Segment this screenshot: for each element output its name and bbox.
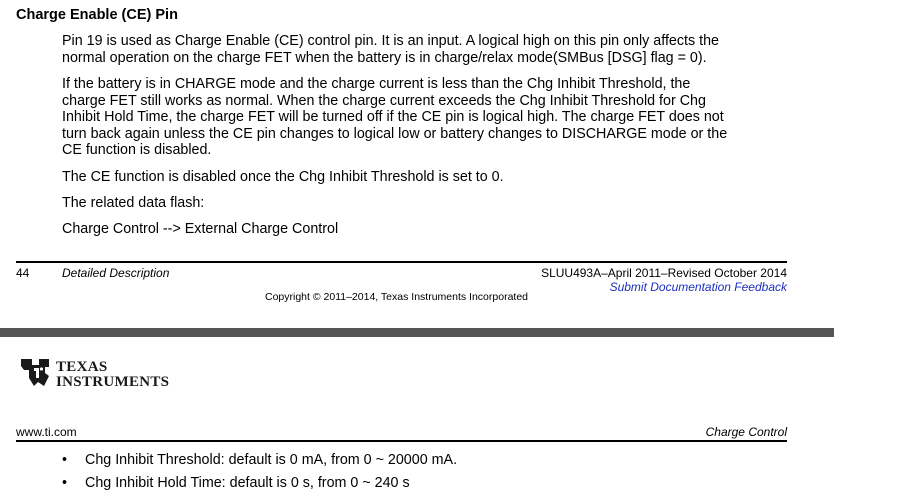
submit-feedback-link[interactable]: Submit Documentation Feedback — [609, 280, 787, 294]
paragraph-line: Inhibit Hold Time, the charge FET will be turned off if the CE pin is logical high. The charge FET does not — [62, 109, 724, 126]
bullet-marker: • — [62, 475, 68, 491]
logo-line-texas: TEXAS — [56, 359, 108, 375]
footer-rule — [16, 261, 787, 263]
bullet-marker: • — [62, 452, 68, 468]
running-title: Charge Control — [705, 425, 787, 439]
paragraph-line: Pin 19 is used as Charge Enable (CE) control pin. It is an input. A logical high on this pin only affects the — [62, 33, 719, 49]
document-id: SLUU493A–April 2011–Revised October 2014 — [541, 266, 787, 280]
paragraph-ce-disabled: The CE function is disabled once the Chg Inhibit Threshold is set to 0. — [62, 169, 504, 185]
paragraph-charge-mode — [62, 76, 787, 159]
paragraph-ce-pin — [62, 33, 787, 66]
logo-text — [56, 360, 169, 390]
footer-section-title: Detailed Description — [62, 266, 170, 280]
paragraph-related-flash: The related data flash: — [62, 195, 205, 211]
website-link[interactable]: www.ti.com — [16, 425, 77, 439]
section-heading: Charge Enable (CE) Pin — [16, 7, 178, 23]
paragraph-line: CE function is disabled. — [62, 142, 212, 159]
header-rule — [16, 440, 787, 442]
page-separator — [0, 328, 834, 337]
ti-logo-icon — [18, 356, 52, 388]
logo-line-instruments: INSTRUMENTS — [56, 374, 170, 390]
paragraph-line: If the battery is in CHARGE mode and the charge current is less than the Chg Inhibit Threshold, the — [62, 76, 691, 92]
paragraph-line: turn back again unless the CE pin changes to logical low or battery changes to DISCHARGE mode or the — [62, 125, 728, 142]
page-number: 44 — [16, 266, 30, 280]
bullet-inhibit-threshold: Chg Inhibit Threshold: default is 0 mA, from 0 ~ 20000 mA. — [85, 452, 458, 468]
paragraph-line: normal operation on the charge FET when the battery is in charge/relax mode(SMBus [DSG] flag = 0). — [62, 49, 707, 66]
copyright-text: Copyright © 2011–2014, Texas Instruments Incorporated — [265, 291, 529, 303]
bullet-inhibit-hold-time: Chg Inhibit Hold Time: default is 0 s, from 0 ~ 240 s — [85, 475, 410, 491]
paragraph-line: charge FET still works as normal. When the charge current exceeds the Chg Inhibit Threshold for Chg — [62, 92, 706, 109]
paragraph-data-flash-path: Charge Control --> External Charge Control — [62, 221, 339, 237]
